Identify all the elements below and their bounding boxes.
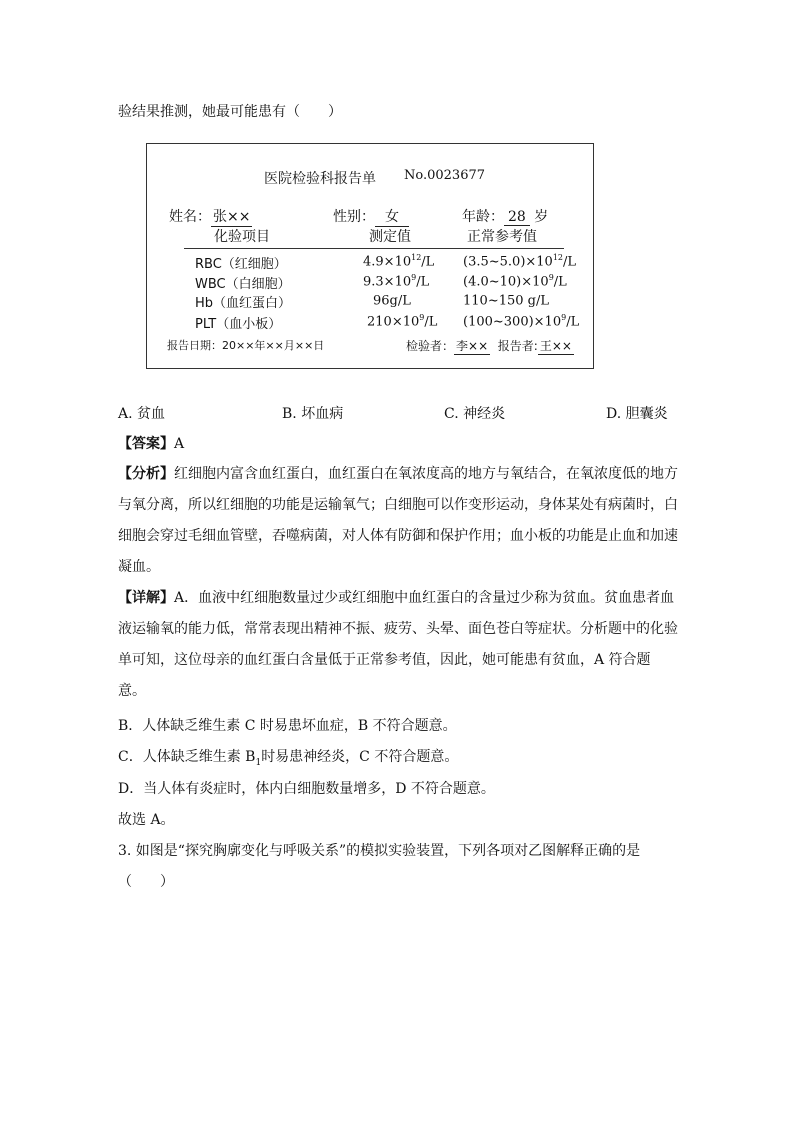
option-b: B. 坏血病: [282, 406, 344, 422]
report-number: No.0023677: [404, 168, 486, 183]
age-value: 28: [504, 209, 530, 226]
gender-field: 性别： 女: [333, 206, 409, 227]
detail-paragraph: 【详解】A．血液中红细胞数量过少或红细胞中血红蛋白的含量过少称为贫血。贫血患者血液运输氧的能力低，常常表现出精神不振、疲劳、头晕、面色苍白等症状。分析题中的化验单可知，这位母亲的血红蛋白含量低于正常参考值，因此，她可能患有贫血，A 符合题意。: [118, 590, 678, 699]
row-item: Hb（血红蛋白）: [195, 296, 292, 311]
answer-line: 【答案】A: [118, 436, 185, 452]
row-value: $4.9\times 10^{12}/L$: [363, 253, 435, 270]
explanation-c: C．人体缺乏维生素 $B_1$时易患神经炎，C 不符合题意。: [118, 749, 459, 768]
col-header-ref: 正常参考值: [467, 229, 537, 245]
report-date: 报告日期：20××年××月××日: [167, 339, 325, 352]
age-field: 年龄： 28 岁: [462, 209, 549, 225]
row-value: 96g/L: [373, 293, 411, 309]
question-3-stem: 3. 如图是“探究胸廓变化与呼吸关系”的模拟实验装置，下列各项对乙图解释正确的是: [118, 843, 641, 859]
question-3-bracket: （ ）: [118, 874, 174, 890]
row-ref: $(4.0\sim 10)\times 10^9/L$: [463, 273, 567, 290]
report-title: 医院检验科报告单: [264, 171, 376, 187]
gender-value: 女: [375, 206, 409, 227]
row-ref: $(3.5\sim 5.0)\times 10^{12}/L$: [463, 253, 577, 270]
report-signatures: 检验者： 李×× 报告者: 王××: [406, 339, 572, 353]
row-item: RBC（红细胞）: [195, 257, 287, 272]
name-field: 姓名： 张××: [169, 206, 252, 227]
option-a: A. 贫血: [118, 406, 166, 422]
row-item: PLT（血小板）: [195, 317, 282, 332]
explanation-b: B．人体缺乏维生素 C 时易患坏血症，B 不符合题意。: [118, 718, 457, 734]
row-item: WBC（白细胞）: [195, 277, 291, 292]
col-header-item: 化验项目: [214, 229, 270, 245]
header-divider: [184, 248, 564, 249]
row-ref: 110~150 g/L: [463, 293, 549, 309]
row-ref: $(100\sim 300)\times 10^9/L$: [463, 313, 580, 330]
row-value: $9.3\times 10^9/L$: [363, 273, 430, 290]
explanation-d: D．当人体有炎症时，体内白细胞数量增多，D 不符合题意。: [118, 781, 495, 797]
conclusion: 故选 A。: [118, 812, 175, 828]
option-c: C. 神经炎: [444, 406, 506, 422]
name-value: 张××: [211, 206, 252, 227]
row-value: $210\times 10^9/L$: [367, 313, 438, 330]
analysis-paragraph: 【分析】红细胞内富含血红蛋白，血红蛋白在氧浓度高的地方与氧结合，在氧浓度低的地方与氧分离，所以红细胞的功能是运输氧气；白细胞可以作变形运动，身体某处有病菌时，白细胞会穿过毛细血管壁，吞噬病菌，对人体有防御和保护作用；血小板的功能是止血和加速凝血。: [118, 466, 678, 575]
option-d: D. 胆囊炎: [606, 406, 668, 422]
col-header-value: 测定值: [369, 229, 411, 245]
question-tail: 验结果推测，她最可能患有（ ）: [118, 104, 342, 120]
lab-report-card: [146, 143, 594, 369]
